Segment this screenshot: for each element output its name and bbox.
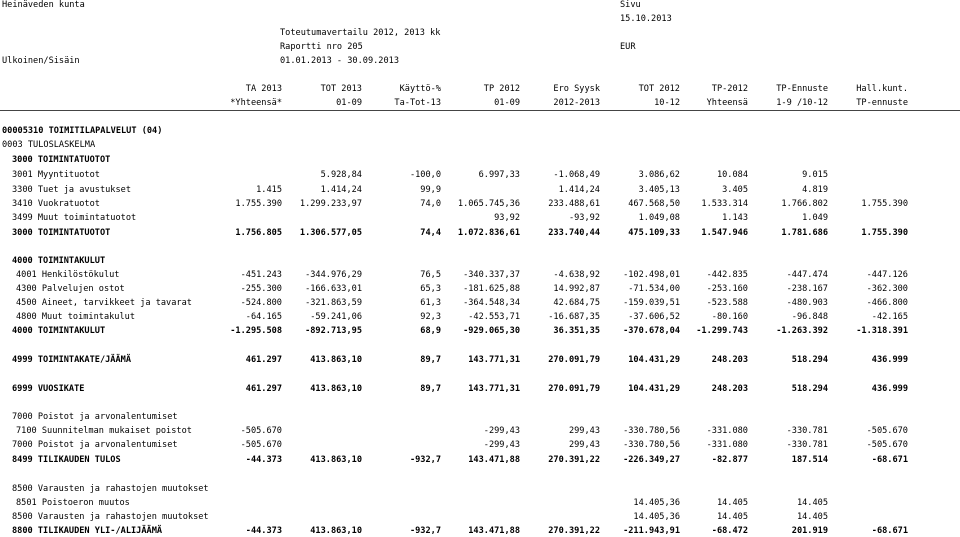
report-number: Raportti nro 205 xyxy=(280,42,363,52)
header-divider xyxy=(0,110,960,111)
cell-value: 413.863,10 xyxy=(310,526,362,536)
row-label: 0003 TULOSLASKELMA xyxy=(2,140,96,150)
cell-value: -16.687,35 xyxy=(548,312,600,322)
table-row xyxy=(0,283,960,295)
table-row xyxy=(0,425,960,437)
table-row xyxy=(0,139,960,151)
cell-value: 518.294 xyxy=(791,384,828,394)
table-row xyxy=(0,325,960,337)
row-label: 4000 TOIMINTAKULUT xyxy=(12,326,106,336)
table-row xyxy=(0,255,960,267)
table-row xyxy=(0,184,960,196)
column-header-top: TA 2013 xyxy=(245,84,282,94)
report-title: Toteutumavertailu 2012, 2013 kk xyxy=(280,28,441,38)
cell-value: 9.015 xyxy=(802,170,828,180)
cell-value: 14.992,87 xyxy=(553,284,600,294)
cell-value: -255.300 xyxy=(240,284,282,294)
cell-value: 233.488,61 xyxy=(548,199,600,209)
cell-value: -331.080 xyxy=(706,426,748,436)
cell-value: -364.548,34 xyxy=(463,298,520,308)
cell-value: -102.498,01 xyxy=(623,270,680,280)
table-row xyxy=(0,297,960,309)
cell-value: -505.670 xyxy=(866,440,908,450)
cell-value: 143.771,31 xyxy=(468,355,520,365)
column-header-top: TP 2012 xyxy=(483,84,520,94)
column-header-top: Ero Syysk xyxy=(553,84,600,94)
cell-value: -253.160 xyxy=(706,284,748,294)
table-row xyxy=(0,212,960,224)
page-label: Sivu xyxy=(620,0,641,10)
cell-value: 1.781.686 xyxy=(781,228,828,238)
column-header-bottom: 01-09 xyxy=(336,98,362,108)
column-header-bottom: *Yhteensä* xyxy=(230,98,282,108)
cell-value: 5.928,84 xyxy=(320,170,362,180)
cell-value: 68,9 xyxy=(420,326,441,336)
table-row xyxy=(0,198,960,210)
cell-value: 14.405 xyxy=(796,498,828,508)
cell-value: 1.049,08 xyxy=(638,213,680,223)
cell-value: 201.919 xyxy=(791,526,828,536)
cell-value: -37.606,52 xyxy=(628,312,680,322)
row-label: 4000 TOIMINTAKULUT xyxy=(12,256,106,266)
cell-value: -362.300 xyxy=(866,284,908,294)
cell-value: 1.414,24 xyxy=(558,185,600,195)
cell-value: -68.671 xyxy=(871,526,908,536)
cell-value: 1.306.577,05 xyxy=(299,228,362,238)
cell-value: -929.065,30 xyxy=(463,326,520,336)
cell-value: -331.080 xyxy=(706,440,748,450)
cell-value: 1.766.802 xyxy=(781,199,828,209)
cell-value: -480.903 xyxy=(786,298,828,308)
cell-value: -344.976,29 xyxy=(305,270,362,280)
cell-value: -932,7 xyxy=(409,526,441,536)
cell-value: -226.349,27 xyxy=(623,455,680,465)
report-scope: Ulkoinen/Sisäin xyxy=(2,56,80,66)
cell-value: 1.143 xyxy=(722,213,748,223)
cell-value: -1.299.743 xyxy=(696,326,748,336)
cell-value: 270.391,22 xyxy=(548,455,600,465)
cell-value: 1.755.390 xyxy=(235,199,282,209)
cell-value: -71.534,00 xyxy=(628,284,680,294)
table-row xyxy=(0,383,960,395)
cell-value: 1.065.745,36 xyxy=(457,199,520,209)
table-row xyxy=(0,125,960,137)
cell-value: -80.160 xyxy=(711,312,748,322)
column-header-bottom: 10-12 xyxy=(654,98,680,108)
row-label: 3499 Muut toimintatuotot xyxy=(12,213,137,223)
row-label: 4500 Aineet, tarvikkeet ja tavarat xyxy=(16,298,192,308)
cell-value: 99,9 xyxy=(420,185,441,195)
table-row xyxy=(0,411,960,423)
column-header-top: TP-Ennuste xyxy=(776,84,828,94)
cell-value: -59.241,06 xyxy=(310,312,362,322)
row-label: 8500 Varausten ja rahastojen muutokset xyxy=(12,512,209,522)
cell-value: 14.405,36 xyxy=(633,498,680,508)
table-row xyxy=(0,497,960,509)
cell-value: -4.638,92 xyxy=(553,270,600,280)
table-row xyxy=(0,511,960,523)
cell-value: -505.670 xyxy=(240,440,282,450)
cell-value: 14.405,36 xyxy=(633,512,680,522)
cell-value: 1.756.805 xyxy=(235,228,282,238)
cell-value: 104.431,29 xyxy=(628,355,680,365)
cell-value: -181.625,88 xyxy=(463,284,520,294)
cell-value: -932,7 xyxy=(409,455,441,465)
cell-value: -447.126 xyxy=(866,270,908,280)
cell-value: -238.167 xyxy=(786,284,828,294)
table-row xyxy=(0,454,960,466)
column-header-bottom: TP-ennuste xyxy=(856,98,908,108)
cell-value: 14.405 xyxy=(716,512,748,522)
cell-value: -447.474 xyxy=(786,270,828,280)
cell-value: 14.405 xyxy=(796,512,828,522)
cell-value: -42.165 xyxy=(871,312,908,322)
cell-value: 61,3 xyxy=(420,298,441,308)
cell-value: 436.999 xyxy=(871,355,908,365)
cell-value: 4.819 xyxy=(802,185,828,195)
column-header-top: TP-2012 xyxy=(711,84,748,94)
cell-value: 248.203 xyxy=(711,355,748,365)
cell-value: 461.297 xyxy=(245,384,282,394)
cell-value: 475.109,33 xyxy=(628,228,680,238)
row-label: 4001 Henkilöstökulut xyxy=(16,270,120,280)
cell-value: -524.800 xyxy=(240,298,282,308)
row-label: 7100 Suunnitelman mukaiset poistot xyxy=(16,426,192,436)
cell-value: 413.863,10 xyxy=(310,455,362,465)
cell-value: 1.299.233,97 xyxy=(299,199,362,209)
row-label: 4999 TOIMINTAKATE/JÄÄMÄ xyxy=(12,355,131,365)
cell-value: 10.084 xyxy=(716,170,748,180)
cell-value: 3.405,13 xyxy=(638,185,680,195)
cell-value: -44.373 xyxy=(245,455,282,465)
cell-value: 1.049 xyxy=(802,213,828,223)
row-label: 3000 TOIMINTATUOTOT xyxy=(12,228,111,238)
row-label: 3000 TOIMINTATUOTOT xyxy=(12,155,111,165)
cell-value: -166.633,01 xyxy=(305,284,362,294)
cell-value: -340.337,37 xyxy=(463,270,520,280)
column-header-bottom: 1-9 /10-12 xyxy=(776,98,828,108)
cell-value: -505.670 xyxy=(866,426,908,436)
cell-value: 143.471,88 xyxy=(468,526,520,536)
cell-value: -330.781 xyxy=(786,426,828,436)
cell-value: 143.771,31 xyxy=(468,384,520,394)
table-row xyxy=(0,269,960,281)
cell-value: 93,92 xyxy=(494,213,520,223)
cell-value: -321.863,59 xyxy=(305,298,362,308)
cell-value: 467.568,50 xyxy=(628,199,680,209)
row-label: 8499 TILIKAUDEN TULOS xyxy=(12,455,121,465)
row-label: 3300 Tuet ja avustukset xyxy=(12,185,131,195)
row-label: 6999 VUOSIKATE xyxy=(12,384,85,394)
cell-value: 74,4 xyxy=(420,228,441,238)
cell-value: 36.351,35 xyxy=(553,326,600,336)
row-label: 00005310 TOIMITILAPALVELUT (04) xyxy=(2,126,163,136)
cell-value: 187.514 xyxy=(791,455,828,465)
cell-value: -1.295.508 xyxy=(230,326,282,336)
report-date: 15.10.2013 xyxy=(620,14,672,24)
cell-value: 461.297 xyxy=(245,355,282,365)
cell-value: 1.533.314 xyxy=(701,199,748,209)
table-row xyxy=(0,227,960,239)
cell-value: 3.405 xyxy=(722,185,748,195)
cell-value: -68.671 xyxy=(871,455,908,465)
cell-value: -330.780,56 xyxy=(623,426,680,436)
cell-value: 74,0 xyxy=(420,199,441,209)
company-name: Heinäveden kunta xyxy=(2,0,85,10)
cell-value: -505.670 xyxy=(240,426,282,436)
cell-value: -100,0 xyxy=(409,170,441,180)
cell-value: -82.877 xyxy=(711,455,748,465)
cell-value: -68.472 xyxy=(711,526,748,536)
cell-value: -211.943,91 xyxy=(623,526,680,536)
cell-value: -64.165 xyxy=(245,312,282,322)
cell-value: -892.713,95 xyxy=(305,326,362,336)
cell-value: -330.780,56 xyxy=(623,440,680,450)
cell-value: 518.294 xyxy=(791,355,828,365)
row-label: 3410 Vuokratuotot xyxy=(12,199,100,209)
table-row xyxy=(0,354,960,366)
cell-value: 1.547.946 xyxy=(701,228,748,238)
cell-value: -466.800 xyxy=(866,298,908,308)
cell-value: 413.863,10 xyxy=(310,384,362,394)
table-row xyxy=(0,525,960,537)
cell-value: 270.391,22 xyxy=(548,526,600,536)
cell-value: 436.999 xyxy=(871,384,908,394)
cell-value: 65,3 xyxy=(420,284,441,294)
cell-value: -159.039,51 xyxy=(623,298,680,308)
cell-value: 299,43 xyxy=(568,426,600,436)
column-header-top: Hall.kunt. xyxy=(856,84,908,94)
column-header-top: TOT 2012 xyxy=(638,84,680,94)
table-row xyxy=(0,169,960,181)
column-header-bottom: Yhteensä xyxy=(706,98,748,108)
cell-value: 270.091,79 xyxy=(548,355,600,365)
cell-value: 89,7 xyxy=(420,384,441,394)
row-label: 8500 Varausten ja rahastojen muutokset xyxy=(12,484,209,494)
column-header-top: Käyttö-% xyxy=(399,84,441,94)
row-label: 7000 Poistot ja arvonalentumiset xyxy=(12,440,178,450)
cell-value: 76,5 xyxy=(420,270,441,280)
row-label: 8501 Poistoeron muutos xyxy=(16,498,130,508)
cell-value: 92,3 xyxy=(420,312,441,322)
table-row xyxy=(0,483,960,495)
column-header-bottom: 01-09 xyxy=(494,98,520,108)
cell-value: -451.243 xyxy=(240,270,282,280)
cell-value: 1.755.390 xyxy=(861,199,908,209)
cell-value: -330.781 xyxy=(786,440,828,450)
cell-value: -299,43 xyxy=(483,440,520,450)
cell-value: 270.091,79 xyxy=(548,384,600,394)
cell-value: 413.863,10 xyxy=(310,355,362,365)
row-label: 8800 TILIKAUDEN YLI-/ALIJÄÄMÄ xyxy=(12,526,163,536)
column-header-bottom: Ta-Tot-13 xyxy=(394,98,441,108)
cell-value: 1.755.390 xyxy=(861,228,908,238)
cell-value: 42.684,75 xyxy=(553,298,600,308)
currency-label: EUR xyxy=(620,42,636,52)
cell-value: -1.068,49 xyxy=(553,170,600,180)
table-row xyxy=(0,154,960,166)
cell-value: -44.373 xyxy=(245,526,282,536)
row-label: 3001 Myyntituotot xyxy=(12,170,100,180)
cell-value: 1.414,24 xyxy=(320,185,362,195)
cell-value: -370.678,04 xyxy=(623,326,680,336)
cell-value: 299,43 xyxy=(568,440,600,450)
cell-value: 143.471,88 xyxy=(468,455,520,465)
column-header-bottom: 2012-2013 xyxy=(553,98,600,108)
cell-value: -96.848 xyxy=(791,312,828,322)
row-label: 7000 Poistot ja arvonalentumiset xyxy=(12,412,178,422)
cell-value: -299,43 xyxy=(483,426,520,436)
table-row xyxy=(0,439,960,451)
cell-value: -523.588 xyxy=(706,298,748,308)
cell-value: 104.431,29 xyxy=(628,384,680,394)
cell-value: 89,7 xyxy=(420,355,441,365)
cell-value: 1.072.836,61 xyxy=(457,228,520,238)
cell-value: 1.415 xyxy=(256,185,282,195)
column-header-top: TOT 2013 xyxy=(320,84,362,94)
cell-value: 233.740,44 xyxy=(548,228,600,238)
cell-value: -42.553,71 xyxy=(468,312,520,322)
row-label: 4300 Palvelujen ostot xyxy=(16,284,125,294)
row-label: 4800 Muut toimintakulut xyxy=(16,312,135,322)
cell-value: 248.203 xyxy=(711,384,748,394)
cell-value: -93,92 xyxy=(568,213,600,223)
cell-value: 6.997,33 xyxy=(478,170,520,180)
cell-value: 14.405 xyxy=(716,498,748,508)
report-period: 01.01.2013 - 30.09.2013 xyxy=(280,56,399,66)
cell-value: -1.263.392 xyxy=(776,326,828,336)
cell-value: -1.318.391 xyxy=(856,326,908,336)
cell-value: 3.086,62 xyxy=(638,170,680,180)
table-row xyxy=(0,311,960,323)
cell-value: -442.835 xyxy=(706,270,748,280)
